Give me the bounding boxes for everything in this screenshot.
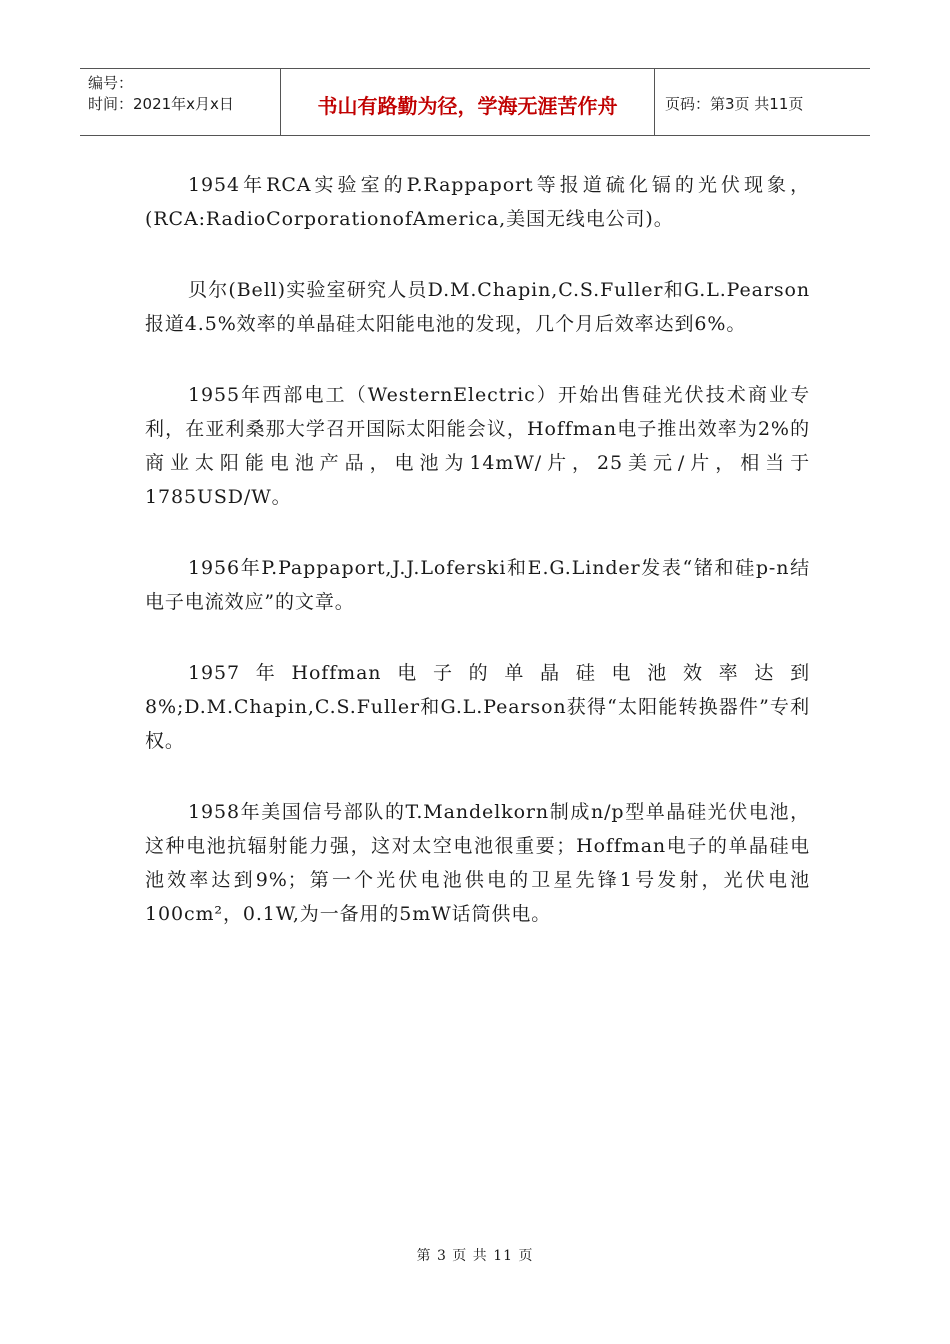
page-footer: 第 3 页 共 11 页	[416, 1248, 534, 1264]
header-motto: 书山有路勤为径，学海无涯苦作舟	[281, 69, 655, 135]
header-meta	[80, 69, 281, 135]
header-page-info: 页码：第3页 共11页	[665, 95, 804, 113]
paragraph: 1957年Hoffman电子的单晶硅电池效率达到8%;D.M.Chapin,C.S.Fuller和G.L.Pearson获得“太阳能转换器件”专利权。	[145, 662, 810, 752]
paragraph: 1955年西部电工（WesternElectric）开始出售硅光伏技术商业专利，在亚利桑那大学召开国际太阳能会议，Hoffman电子推出效率为2%的商业太阳能电池产品，电池为14mW/片，25美元/片，相当于1785USD/W。	[145, 384, 810, 508]
document-number-label: 编号：	[88, 74, 134, 92]
paragraph: 贝尔(Bell)实验室研究人员D.M.Chapin,C.S.Fuller和G.L.Pearson报道4.5%效率的单晶硅太阳能电池的发现，几个月后效率达到6%。	[145, 279, 810, 335]
document-time-label: 时间：2021年x月x日	[88, 95, 234, 113]
document-body	[145, 168, 810, 968]
paragraph: 1954年RCA实验室的P.Rappaport等报道硫化镉的光伏现象，(RCA:RadioCorporationofAmerica,美国无线电公司)。	[145, 174, 810, 230]
paragraph: 1956年P.Pappaport,J.J.Loferski和E.G.Linder发表“锗和硅p-n结电子电流效应”的文章。	[145, 557, 810, 613]
paragraph: 1958年美国信号部队的T.Mandelkorn制成n/p型单晶硅光伏电池，这种电池抗辐射能力强，这对太空电池很重要；Hoffman电子的单晶硅电池效率达到9%；第一个光伏电池供电的卫星先锋1号发射，光伏电池100cm²，0.1W,为一备用的5mW话筒供电。	[145, 801, 810, 925]
document-header	[80, 68, 870, 136]
